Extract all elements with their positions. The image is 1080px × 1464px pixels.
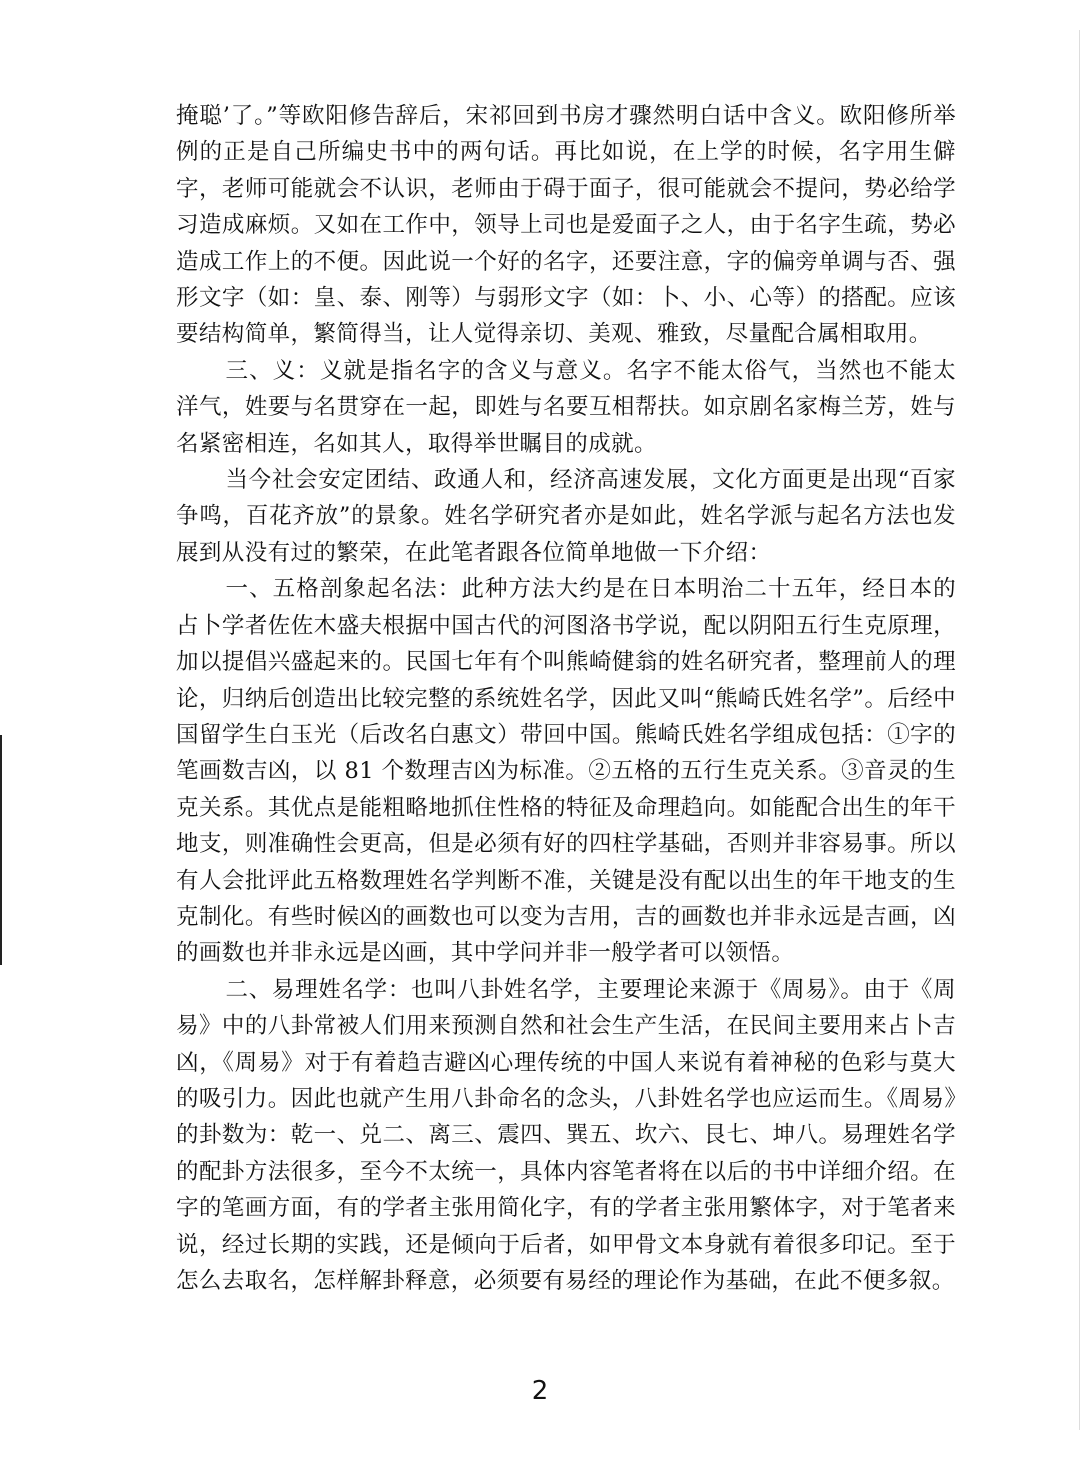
paragraph-continued: 掩聪’了。”等欧阳修告辞后，宋祁回到书房才骤然明白话中含义。欧阳修所举例的正是自己所编史书中的两句话。再比如说，在上学的时候，名字用生僻字，老师可能就会不认识，老师由于碍于面子，很可能就会不提问，势必给学习造成麻烦。又如在工作中，领导上司也是爱面子之人，由于名字生疏，势必造成工作上的不便。因此说一个好的名字，还要注意，字的偏旁单调与否、强形文字（如：皇、泰、刚等）与弱形文字（如：卜、小、心等）的搭配。应该要结构简单，繁简得当，让人觉得亲切、美观、雅致，尽量配合属相取用。 — [176, 103, 956, 348]
body-text — [176, 98, 956, 1299]
paragraph-intro: 当今社会安定团结、政通人和，经济高速发展，文化方面更是出现“百家争鸣，百花齐放”的景象。姓名学研究者亦是如此，姓名学派与起名方法也发展到从没有过的繁荣，在此笔者跟各位简单地做一下介绍： — [176, 467, 956, 566]
scan-edge-left — [0, 735, 2, 965]
page-number: 2 — [531, 1376, 549, 1406]
paragraph-yili-method: 二、易理姓名学：也叫八卦姓名学，主要理论来源于《周易》。由于《周易》中的八卦常被人们用来预测自然和社会生产生活，在民间主要用来占卜吉凶，《周易》对于有着趋吉避凶心理传统的中国人来说有着神秘的色彩与莫大的吸引力。因此也就产生用八卦命名的念头，八卦姓名学也应运而生。《周易》的卦数为：乾一、兑二、离三、震四、巽五、坎六、艮七、坤八。易理姓名学的配卦方法很多，至今不太统一，具体内容笔者将在以后的书中详细介绍。在字的笔画方面，有的学者主张用简化字，有的学者主张用繁体字，对于笔者来说，经过长期的实践，还是倾向于后者，如甲骨文本身就有着很多印记。至于怎么去取名，怎样解卦释意，必须要有易经的理论作为基础，在此不便多叙。 — [176, 976, 956, 1294]
paragraph-five-grid-method: 一、五格剖象起名法：此种方法大约是在日本明治二十五年，经日本的占卜学者佐佐木盛夫根据中国古代的河图洛书学说，配以阴阳五行生克原理，加以提倡兴盛起来的。民国七年有个叫熊崎健翁的姓名研究者，整理前人的理论，归纳后创造出比较完整的系统姓名学，因此又叫“熊崎氏姓名学”。后经中国留学生白玉光（后改名白惠文）带回中国。熊崎氏姓名学组成包括：①字的笔画数吉凶，以 81 个数理吉凶为标准。②五格的五行生克关系。③音灵的生克关系。其优点是能粗略地抓住性格的特征及命理趋向。如能配合出生的年干地支，则准确性会更高，但是必须有好的四柱学基础，否则并非容易事。所以有人会批评此五格数理姓名学判断不准，关键是没有配以出生的年干地支的生克制化。有些时候凶的画数也可以变为吉用，吉的画数也并非永远是吉画，凶的画数也并非永远是凶画，其中学问并非一般学者可以领悟。 — [176, 576, 956, 967]
paragraph-meaning: 三、义：义就是指名字的含义与意义。名字不能太俗气，当然也不能太洋气，姓要与名贯穿在一起，即姓与名要互相帮扶。如京剧名家梅兰芳，姓与名紧密相连，名如其人，取得举世瞩目的成就。 — [176, 357, 956, 457]
